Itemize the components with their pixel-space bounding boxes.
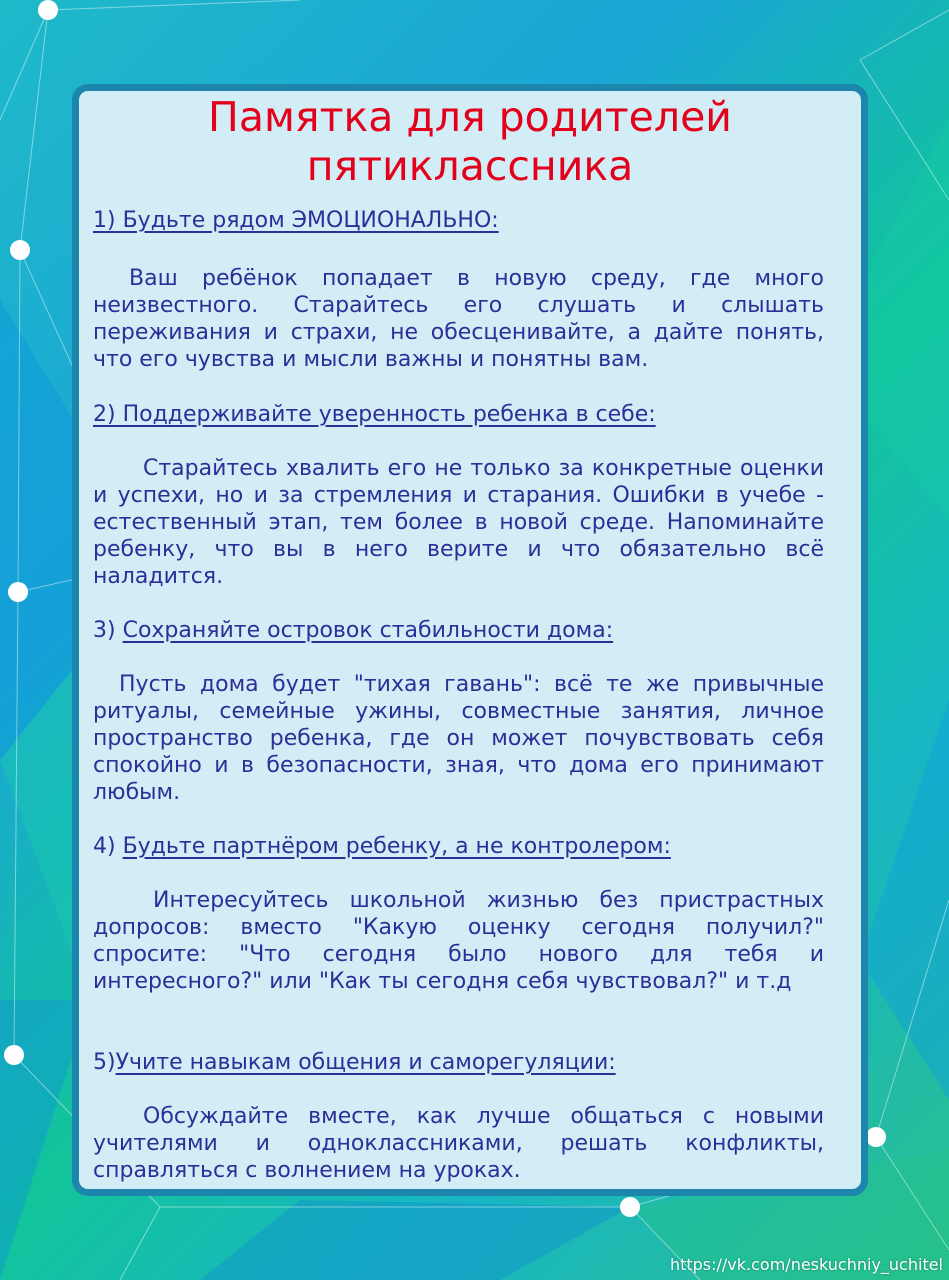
section-5-text: Обсуждайте вместе, как лучше общаться с новыми учителями и одноклассниками, решать конфликты, справляться с волнением на уроках. bbox=[93, 1104, 824, 1183]
section-4-title: Будьте партнёром ребенку, а не контролером: bbox=[122, 834, 671, 859]
source-url: https://vk.com/neskuchniy_uchitel bbox=[669, 1255, 943, 1274]
memo-card bbox=[72, 84, 868, 1196]
section-3-title: Сохраняйте островок стабильности дома: bbox=[122, 618, 614, 643]
section-4-text: Интересуйтесь школьной жизнью без пристрастных допросов: вместо "Какую оценку сегодня получил?" спросите: "Что сегодня было нового для тебя и интересного?" или "Как ты сегодня себя чувствовал?" и т.д bbox=[93, 888, 824, 994]
section-3-heading bbox=[93, 617, 613, 645]
title-line-1: Памятка для родителей bbox=[208, 93, 732, 141]
section-2-title: Поддерживайте уверенность ребенка в себе: bbox=[122, 402, 656, 427]
section-2-text: Старайтесь хвалить его не только за конкретные оценки и успехи, но и за стремления и старания. Ошибки в учебе - естественный этап, тем более в новой среде. Напоминайте ребенку, что вы в него верите и что обязательно всё наладится. bbox=[93, 456, 824, 589]
section-1-title: Будьте рядом ЭМОЦИОНАЛЬНО: bbox=[122, 208, 499, 233]
section-5-number: 5) bbox=[93, 1050, 116, 1075]
section-3-number: 3) bbox=[93, 618, 116, 643]
section-3-text: Пусть дома будет "тихая гавань": всё те же привычные ритуалы, семейные ужины, совместные занятия, личное пространство ребенка, где он может почувствовать себя спокойно и в безопасности, зная, что дома его принимают любым. bbox=[93, 672, 824, 805]
page-title bbox=[79, 93, 861, 191]
section-2-number: 2) bbox=[93, 402, 116, 427]
section-1-number: 1) bbox=[93, 208, 116, 233]
section-5-title: Учите навыкам общения и саморегуляции: bbox=[115, 1050, 616, 1075]
section-1-heading bbox=[93, 207, 499, 235]
section-5-heading bbox=[93, 1049, 616, 1077]
section-1-text: Ваш ребёнок попадает в новую среду, где много неизвестного. Старайтесь его слушать и слышать переживания и страхи, не обесценивайте, а дайте понять, что его чувства и мысли важны и понятны вам. bbox=[93, 266, 824, 372]
section-4-heading bbox=[93, 833, 671, 861]
section-4-number: 4) bbox=[93, 834, 116, 859]
section-2-heading bbox=[93, 401, 656, 429]
title-line-2: пятиклассника bbox=[306, 142, 634, 190]
